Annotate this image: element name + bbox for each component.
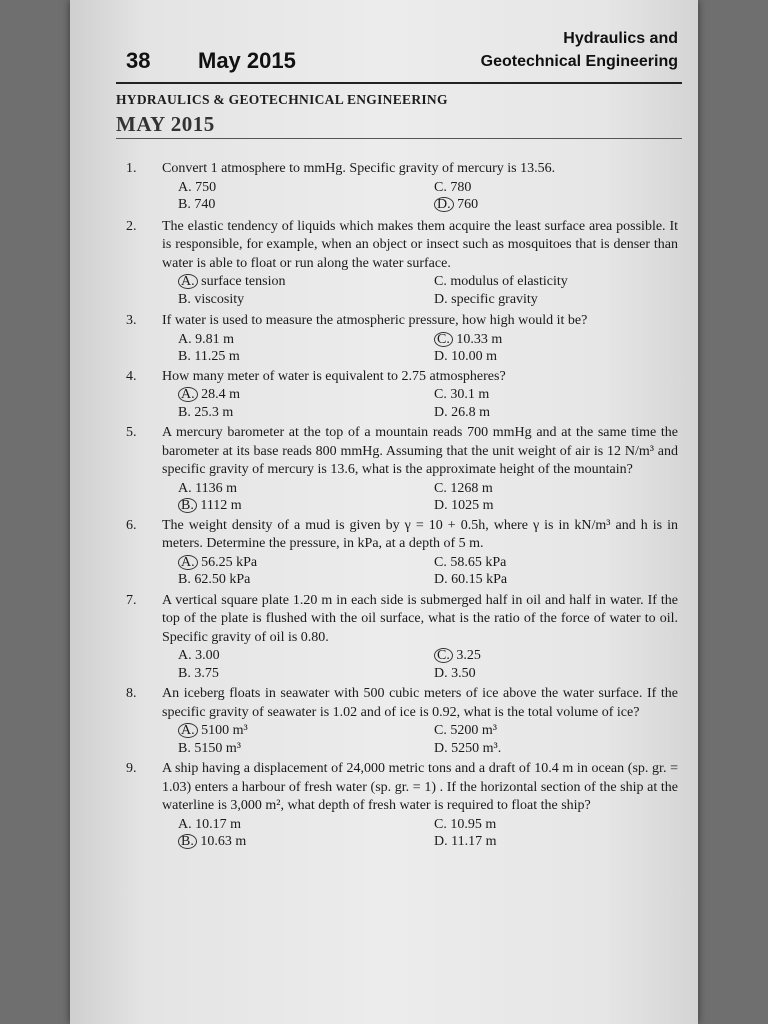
choice-option: [434, 665, 678, 683]
choice-letter: B.: [178, 291, 191, 307]
choice-grid: [126, 554, 678, 589]
choice-text: 3.00: [195, 648, 220, 663]
choice-option: [178, 480, 434, 498]
question-number: 7.: [126, 592, 137, 608]
choice-option: [434, 833, 678, 851]
choice-letter-circled: A.: [178, 274, 198, 289]
choice-text: 60.15 kPa: [451, 572, 508, 587]
choice-letter: D.: [434, 572, 448, 587]
choice-text: 5150 m³: [194, 740, 241, 756]
choice-text: 28.4 m: [201, 387, 241, 402]
question-text: Convert 1 atmosphere to mmHg. Specific gravity of mercury is 13.56.: [162, 161, 556, 176]
choice-option: [434, 196, 678, 214]
choice-text: viscosity: [194, 291, 245, 307]
choice-option: [434, 571, 678, 589]
question-item: [126, 592, 678, 683]
question-number: 6.: [126, 517, 137, 533]
choice-grid: [126, 816, 678, 851]
choice-text: 10.95 m: [450, 816, 497, 832]
choice-text: specific gravity: [451, 291, 538, 307]
choice-letter-circled: A.: [178, 723, 198, 738]
question-row: [126, 424, 678, 480]
choice-letter: C.: [434, 554, 447, 570]
choice-letter: D.: [434, 498, 448, 513]
choice-letter: C.: [434, 179, 447, 195]
choice-option: [178, 554, 434, 572]
choice-letter-circled: B.: [178, 834, 197, 849]
question-text: The weight density of a mud is given by γ = 10 + 0.5h, where γ is in kN/m³ and h is in meters. Determine the pressure, in kPa, at a depth of 5 m.: [162, 517, 678, 551]
choice-option: [178, 740, 434, 758]
choice-option: [434, 273, 678, 291]
choice-grid: [126, 480, 678, 515]
choice-option: [434, 179, 678, 197]
choice-option: [178, 179, 434, 197]
choice-letter-circled: D.: [434, 197, 454, 212]
choice-text: 26.8 m: [451, 404, 491, 420]
choice-option: [178, 348, 434, 366]
choice-letter-circled: C.: [434, 648, 453, 663]
question-number: 4.: [126, 368, 137, 384]
subject-heading: HYDRAULICS & GEOTECHNICAL ENGINEERING: [116, 92, 448, 107]
question-item: [126, 517, 678, 589]
choice-grid: [126, 647, 678, 682]
choice-letter: B.: [178, 665, 191, 681]
choice-grid: [126, 722, 678, 757]
choice-letter: C.: [434, 387, 447, 402]
question-row: [126, 760, 678, 816]
choice-option: [178, 273, 434, 291]
question-row: [126, 218, 678, 274]
question-item: [126, 760, 678, 851]
choice-letter-circled: C.: [434, 332, 453, 347]
choice-text: 780: [450, 179, 472, 195]
question-list: [126, 160, 678, 851]
choice-option: [178, 497, 434, 515]
choice-text: 10.63 m: [200, 834, 247, 849]
document-page: [70, 0, 698, 1024]
question-row: [126, 312, 678, 331]
choice-letter: B.: [178, 740, 191, 756]
question-number: 5.: [126, 425, 137, 440]
choice-letter: A.: [178, 179, 192, 195]
choice-letter: D.: [434, 834, 448, 849]
question-item: [126, 160, 678, 214]
choice-option: [434, 816, 678, 834]
choice-text: 10.00 m: [451, 349, 498, 364]
question-item: [126, 218, 678, 309]
section-title-line1: Hydraulics and: [563, 30, 678, 47]
choice-letter: A.: [178, 331, 192, 347]
question-number: 1.: [126, 161, 137, 176]
choice-text: 1025 m: [451, 498, 494, 513]
choice-text: 5100 m³: [201, 723, 248, 738]
choice-letter: A.: [178, 648, 192, 663]
question-row: [126, 685, 678, 722]
choice-option: [434, 331, 678, 349]
choice-option: [178, 404, 434, 422]
choice-option: [178, 665, 434, 683]
choice-option: [434, 722, 678, 740]
choice-text: 5250 m³.: [451, 740, 502, 756]
choice-option: [434, 647, 678, 665]
choice-option: [178, 571, 434, 589]
choice-text: 750: [195, 179, 217, 195]
choice-letter: B.: [178, 404, 191, 420]
choice-option: [434, 480, 678, 498]
choice-text: 1136 m: [195, 480, 237, 496]
question-row: [126, 160, 678, 179]
choice-option: [178, 647, 434, 665]
choice-letter: B.: [178, 197, 191, 212]
page-date: May 2015: [198, 48, 296, 73]
choice-grid: [126, 331, 678, 366]
choice-option: [178, 196, 434, 214]
choice-option: [434, 497, 678, 515]
choice-text: 11.25 m: [194, 349, 240, 364]
question-number: 9.: [126, 761, 137, 776]
choice-option: [434, 554, 678, 572]
choice-letter: D.: [434, 665, 448, 681]
choice-text: 3.25: [456, 648, 481, 663]
choice-text: surface tension: [201, 274, 286, 289]
question-text: A ship having a displacement of 24,000 metric tons and a draft of 10.4 m in ocean (sp. gr. = 1.03) enters a harbour of fresh water (sp. gr. = 1) . If the horizontal section of the ship at the waterline is 3,000 m², what depth of fresh water is required to float the ship?: [162, 761, 678, 813]
question-row: [126, 517, 678, 554]
choice-option: [434, 386, 678, 404]
question-row: [126, 368, 678, 387]
question-text: How many meter of water is equivalent to 2.75 atmospheres?: [162, 368, 506, 384]
choice-option: [434, 348, 678, 366]
choice-text: 1268 m: [450, 480, 493, 496]
choice-text: 10.33 m: [456, 331, 503, 347]
choice-letter-circled: A.: [178, 555, 198, 570]
section-title-line2: Geotechnical Engineering: [480, 53, 678, 70]
choice-letter: C.: [434, 816, 447, 832]
choice-letter: C.: [434, 723, 447, 738]
choice-text: modulus of elasticity: [450, 274, 568, 289]
question-row: [126, 592, 678, 648]
choice-option: [178, 331, 434, 349]
choice-letter: A.: [178, 480, 192, 496]
question-item: [126, 685, 678, 757]
choice-letter: D.: [434, 349, 448, 364]
choice-text: 740: [194, 197, 216, 212]
choice-option: [178, 291, 434, 309]
choice-letter: C.: [434, 480, 447, 496]
choice-letter-circled: A.: [178, 387, 198, 402]
choice-text: 5200 m³: [450, 723, 497, 738]
exam-date-heading: MAY 2015: [116, 112, 215, 136]
choice-option: [434, 740, 678, 758]
choice-letter: C.: [434, 274, 447, 289]
choice-grid: [126, 386, 678, 421]
question-item: [126, 368, 678, 422]
choice-letter: D.: [434, 740, 448, 756]
question-number: 8.: [126, 686, 137, 701]
question-text: An iceberg floats in seawater with 500 cubic meters of ice above the water surface. If the specific gravity of seawater is 1.02 and of ice is 0.92, what is the total volume of ice?: [162, 686, 678, 720]
choice-text: 9.81 m: [195, 331, 235, 347]
question-number: 3.: [126, 313, 137, 328]
choice-letter: D.: [434, 404, 448, 420]
choice-text: 58.65 kPa: [450, 554, 507, 570]
page-number: 38: [126, 48, 151, 73]
subheader-rule: [116, 138, 682, 139]
choice-option: [178, 816, 434, 834]
question-text: A vertical square plate 1.20 m in each side is submerged half in oil and half in water. If the top of the plate is flushed with the oil surface, what is the ratio of the force of water to oil. Specific gravity of oil is 0.80.: [162, 592, 678, 645]
choice-option: [178, 386, 434, 404]
choice-letter: D.: [434, 291, 448, 307]
question-item: [126, 424, 678, 515]
choice-option: [178, 722, 434, 740]
choice-grid: [126, 273, 678, 308]
header-rule: [116, 82, 682, 84]
choice-text: 62.50 kPa: [194, 572, 251, 587]
choice-letter: A.: [178, 816, 192, 832]
choice-text: 56.25 kPa: [201, 554, 258, 570]
choice-text: 3.50: [451, 665, 476, 681]
question-text: If water is used to measure the atmospheric pressure, how high would it be?: [162, 313, 588, 328]
question-text: A mercury barometer at the top of a mountain reads 700 mmHg and at the same time the barometer at its base reads 800 mmHg. Assuming that the unit weight of air is 12 N/m³ and specific gravity of mercury is 13.6, what is the approximate height of the mountain?: [162, 425, 678, 477]
choice-letter-circled: B.: [178, 498, 197, 513]
choice-text: 25.3 m: [194, 404, 234, 420]
choice-text: 760: [457, 197, 479, 212]
choice-text: 3.75: [194, 665, 219, 681]
choice-text: 1112 m: [200, 498, 242, 513]
choice-option: [434, 291, 678, 309]
choice-option: [434, 404, 678, 422]
choice-grid: [126, 179, 678, 214]
question-text: The elastic tendency of liquids which makes them acquire the least surface area possible. It is responsible, for example, when an object or insect such as mosquitoes that is denser than water is able to float or run along the water surface.: [162, 218, 678, 271]
choice-text: 11.17 m: [451, 834, 497, 849]
question-item: [126, 312, 678, 366]
choice-letter: B.: [178, 572, 191, 587]
question-number: 2.: [126, 218, 137, 234]
choice-text: 30.1 m: [450, 387, 490, 402]
choice-text: 10.17 m: [195, 816, 242, 832]
choice-option: [178, 833, 434, 851]
choice-letter: B.: [178, 349, 191, 364]
